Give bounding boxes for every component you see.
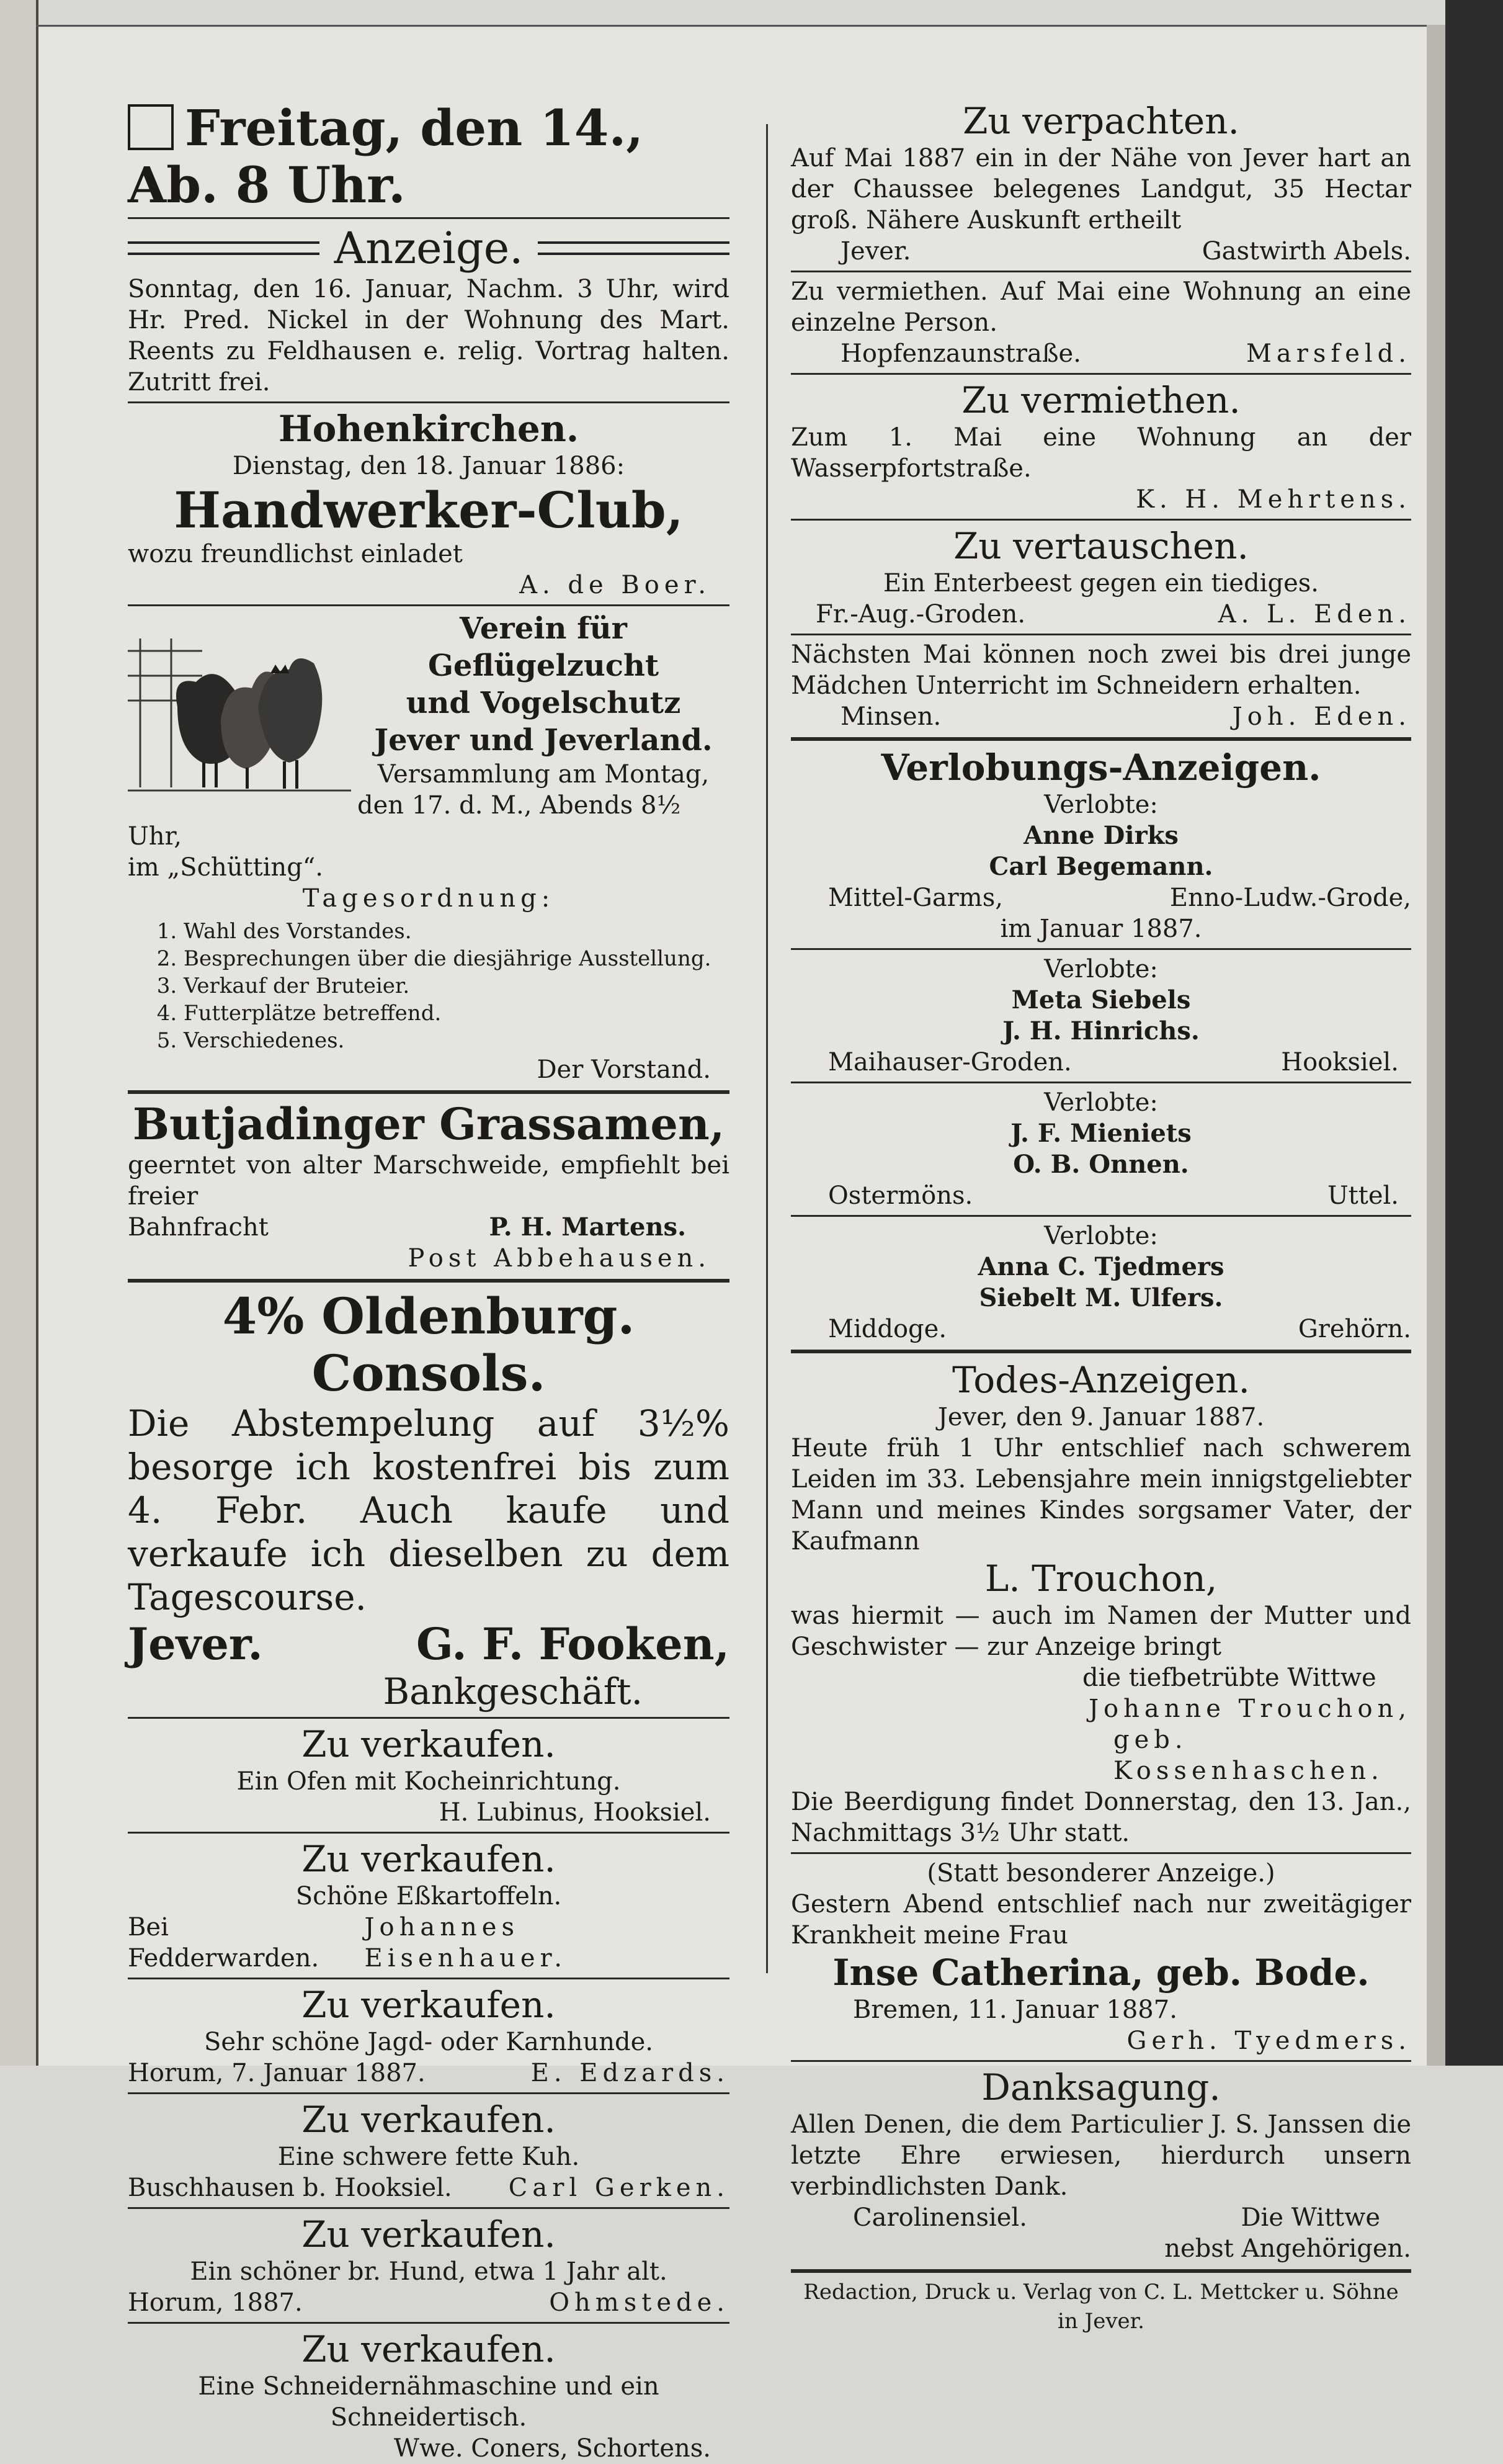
agenda-item: 5. Verschiedenes.	[184, 1027, 729, 1054]
sale-signer: Wwe. Coners, Schortens.	[393, 2434, 711, 2463]
sale-row	[128, 1912, 729, 1974]
grassamen-text-2: Bahnfracht	[128, 1213, 269, 1242]
verlobung-couple-3	[791, 1087, 1411, 1211]
verlobte-label: Verlobte:	[1044, 955, 1158, 983]
divider	[791, 271, 1411, 272]
dank-sig-1: Die Wittwe	[1241, 2203, 1380, 2232]
verlobte-name: Anna C. Tjedmers	[978, 1252, 1224, 1281]
consols-sign-row	[128, 1619, 729, 1670]
verlobte-place: Hooksiel.	[1281, 1048, 1399, 1077]
sale-text: Ein Ofen mit Kocheinrichtung.	[236, 1767, 621, 1796]
agenda-title: Tagesordnung:	[302, 884, 555, 913]
todes-2-name: Inse Catherina, geb. Bode.	[832, 1951, 1370, 1994]
grassamen-row	[128, 1212, 729, 1243]
verlobte-name: Meta Siebels	[1011, 985, 1191, 1015]
vermiethen-1-signer: Marsfeld.	[1246, 339, 1411, 368]
sale-ad-3	[128, 1983, 729, 2089]
dank-text: Allen Denen, die dem Particulier J. S. Janssen die letzte Ehre erwiesen, hierdurch unsern verbindlichsten Dank.	[791, 2110, 1411, 2201]
verlobte-place: Middoge.	[828, 1315, 947, 1343]
verlobte-places	[791, 1314, 1411, 1345]
verlobte-date: im Januar 1887.	[1000, 915, 1202, 943]
vertauschen-place: Fr.-Aug.-Groden.	[816, 600, 1026, 629]
vertauschen-row	[791, 599, 1411, 630]
sale-ad-5	[128, 2213, 729, 2318]
todes-sig-3: geb. Kossenhaschen.	[1113, 1726, 1384, 1785]
verlobte-name: J. H. Hinrichs.	[1002, 1016, 1200, 1046]
agenda-item: 4. Futterplätze betreffend.	[184, 1000, 729, 1027]
sale-text: Eine schwere fette Kuh.	[277, 2143, 580, 2171]
divider	[128, 2092, 729, 2094]
right-column	[791, 99, 1411, 2336]
left-column	[128, 99, 729, 2464]
sale-place: Buschhausen b. Hooksiel.	[128, 2174, 452, 2202]
todes-2-head: (Statt besonderer Anzeige.)	[927, 1859, 1275, 1888]
double-line	[538, 241, 729, 255]
divider	[128, 1832, 729, 1834]
verpachten-text: Auf Mai 1887 ein in der Nähe von Jever hart an der Chaussee belegenes Landgut, 35 Hectar groß. Nähere Auskunft ertheilt	[791, 144, 1411, 235]
verpachten-row	[791, 236, 1411, 267]
grassamen-post: Post Abbehausen.	[408, 1244, 711, 1273]
verlobte-name: Siebelt M. Ulfers.	[979, 1283, 1223, 1312]
sale-title: Zu verkaufen.	[301, 1723, 556, 1765]
anzeige-header	[128, 223, 729, 274]
grassamen-text: geerntet von alter Marschweide, empfiehlt bei freier	[128, 1151, 729, 1211]
vertauschen-title: Zu vertauschen.	[953, 525, 1249, 567]
todes-sig-1: die tiefbetrübte Wittwe	[1082, 1664, 1376, 1692]
verlobte-name: O. B. Onnen.	[1013, 1150, 1189, 1179]
vertauschen-text: Ein Enterbeest gegen ein tiediges.	[883, 569, 1319, 598]
verlobung-title: Verlobungs-Anzeigen.	[881, 746, 1321, 789]
verlobte-places	[791, 1180, 1411, 1211]
sale-row	[128, 2058, 729, 2089]
sale-text: Ein schöner br. Hund, etwa 1 Jahr alt.	[190, 2257, 667, 2286]
scan-background	[1445, 0, 1503, 2066]
vermiethen-1-text: Zu vermiethen. Auf Mai eine Wohnung an eine einzelne Person.	[791, 277, 1411, 337]
sale-row	[128, 2172, 729, 2203]
verein-line-3: im „Schütting“.	[128, 853, 323, 882]
verlobte-name: J. F. Mieniets	[1010, 1119, 1192, 1148]
agenda-item: 1. Wahl des Vorstandes.	[184, 918, 729, 945]
column-divider	[766, 124, 768, 1973]
divider	[128, 401, 729, 403]
verlobte-place: Uttel.	[1327, 1181, 1399, 1210]
verlobte-places	[791, 882, 1411, 913]
verlobte-label: Verlobte:	[1044, 791, 1158, 819]
sale-signer: Johannes Eisenhauer.	[364, 1913, 567, 1973]
vermiethen-1-row	[791, 338, 1411, 369]
checkbox-icon	[128, 104, 174, 150]
vermiethen-2-title: Zu vermiethen.	[961, 379, 1241, 421]
hohenkirchen-invite: wozu freundlichst einladet	[128, 540, 463, 568]
sale-place: Horum, 7. Januar 1887.	[128, 2059, 426, 2087]
divider	[791, 2269, 1411, 2273]
verlobte-place: Maihauser-Groden.	[828, 1048, 1072, 1077]
sale-signer: H. Lubinus, Hooksiel.	[439, 1798, 711, 1827]
sale-signer: E. Edzards.	[530, 2059, 729, 2087]
consols-text: Die Abstempelung auf 3½% besorge ich kostenfrei bis zum 4. Febr. Auch kaufe und verkaufe ich dieselben zu dem Tagescourse.	[128, 1402, 729, 1618]
sale-ad-6	[128, 2327, 729, 2464]
sale-title: Zu verkaufen.	[301, 2328, 556, 2370]
verein-signer: Der Vorstand.	[537, 1055, 711, 1084]
verlobung-couple-1	[791, 789, 1411, 944]
dank-place: Carolinensiel.	[853, 2203, 1027, 2232]
maedchen-signer: Joh. Eden.	[1232, 702, 1411, 731]
verpachten-signer: Gastwirth Abels.	[1202, 237, 1411, 266]
vermiethen-2-signer: K. H. Mehrtens.	[1136, 485, 1411, 514]
todes-date: Jever, den 9. Januar 1887.	[937, 1403, 1265, 1431]
todes-title: Todes-Anzeigen.	[952, 1359, 1250, 1401]
divider	[791, 1852, 1411, 1854]
divider	[128, 2322, 729, 2324]
page-top-frame	[36, 0, 1469, 27]
maedchen-row	[791, 701, 1411, 732]
verlobte-label: Verlobte:	[1044, 1222, 1158, 1250]
consols-firm: Bankgeschäft.	[383, 1670, 643, 1713]
divider	[791, 1215, 1411, 1217]
verlobung-couple-2	[791, 954, 1411, 1078]
sale-signer: Ohmstede.	[549, 2288, 729, 2317]
event-title: Freitag, den 14., Ab. 8 Uhr.	[128, 99, 644, 214]
sale-title: Zu verkaufen.	[301, 1838, 556, 1880]
divider	[791, 737, 1411, 741]
double-line	[128, 241, 319, 255]
verein-title-1: Verein für Geflügelzucht	[427, 611, 659, 683]
verlobte-label: Verlobte:	[1044, 1088, 1158, 1117]
divider	[128, 1717, 729, 1719]
anzeige-title: Anzeige.	[334, 223, 524, 274]
todes-2-place: Bremen, 11. Januar 1887.	[853, 1996, 1177, 2024]
divider	[791, 634, 1411, 635]
hohenkirchen-signer: A. de Boer.	[519, 571, 711, 599]
handwerker-club-title: Handwerker-Club,	[174, 481, 684, 539]
verpachten-title: Zu verpachten.	[963, 100, 1239, 142]
poultry-illustration	[128, 614, 351, 800]
consols-name: G. F. Fooken,	[416, 1618, 729, 1670]
sale-ad-1	[128, 1723, 729, 1828]
page-binding	[0, 0, 38, 2066]
divider	[128, 1090, 729, 1094]
agenda-item: 2. Besprechungen über die diesjährige Ausstellung.	[184, 945, 729, 972]
agenda-item: 3. Verkauf der Bruteier.	[184, 972, 729, 1000]
verein-ad	[128, 610, 729, 1085]
hohenkirchen-place: Hohenkirchen.	[278, 408, 579, 450]
todes-funeral: Die Beerdigung findet Donnerstag, den 13. Jan., Nachmittags 3½ Uhr statt.	[791, 1788, 1411, 1847]
divider	[791, 519, 1411, 521]
maedchen-text: Nächsten Mai können noch zwei bis drei junge Mädchen Unterricht im Schneidern erhalten.	[791, 640, 1411, 700]
divider	[791, 2060, 1411, 2062]
todes-sig-2: Johanne Trouchon,	[1089, 1695, 1412, 1723]
sale-signer: Carl Gerken.	[508, 2174, 729, 2202]
todes-2-text: Gestern Abend entschlief nach nur zweitägiger Krankheit meine Frau	[791, 1890, 1411, 1950]
vermiethen-1-place: Hopfenzaunstraße.	[841, 339, 1081, 368]
consols-place: Jever.	[128, 1618, 263, 1670]
verlobte-places	[791, 1047, 1411, 1078]
vertauschen-signer: A. L. Eden.	[1218, 600, 1411, 629]
verlobte-name: Anne Dirks	[1024, 821, 1179, 850]
divider	[791, 1082, 1411, 1083]
sale-title: Zu verkaufen.	[301, 1984, 556, 2026]
todes-text: Heute früh 1 Uhr entschlief nach schwerem Leiden im 33. Lebensjahre mein innigstgeliebter Mann und meines Kindes sorgsamer Vater, der Kaufmann	[791, 1434, 1411, 1556]
dank-sig-2: nebst Angehörigen.	[1164, 2234, 1411, 2263]
verlobte-place: Grehörn.	[1298, 1315, 1411, 1343]
verlobte-place: Mittel-Garms,	[828, 884, 1003, 912]
maedchen-place: Minsen.	[841, 702, 942, 731]
sale-title: Zu verkaufen.	[301, 2213, 556, 2256]
divider	[128, 217, 729, 219]
sale-ad-2	[128, 1837, 729, 1974]
sale-place: Horum, 1887.	[128, 2288, 303, 2317]
verein-line-1: Versammlung am Montag,	[377, 760, 710, 789]
verlobte-name: Carl Begemann.	[989, 852, 1213, 881]
todes-name: L. Trouchon,	[984, 1557, 1218, 1600]
verein-title-3: Jever und Jeverland.	[374, 723, 713, 758]
verein-title-2: und Vogelschutz	[406, 686, 681, 720]
sale-text: Schöne Eßkartoffeln.	[295, 1882, 562, 1911]
verlobung-couple-4	[791, 1221, 1411, 1345]
footer-imprint: Redaction, Druck u. Verlag von C. L. Mettcker u. Söhne in Jever.	[803, 2280, 1399, 2334]
dank-title: Danksagung.	[981, 2066, 1221, 2108]
verein-line-2: den 17. d. M., Abends 8½ Uhr,	[128, 791, 681, 851]
grassamen-seller: P. H. Martens.	[489, 1212, 686, 1242]
consols-title: 4% Oldenburg. Consols.	[222, 1287, 635, 1402]
grassamen-title: Butjadinger Grassamen,	[132, 1098, 725, 1150]
todes-2-signer: Gerh. Tyedmers.	[1126, 2027, 1411, 2055]
sale-ad-4	[128, 2098, 729, 2203]
event-notice	[128, 99, 729, 213]
divider	[791, 948, 1411, 950]
divider	[128, 1978, 729, 1979]
divider	[791, 373, 1411, 375]
sale-row	[128, 2287, 729, 2318]
hohenkirchen-date: Dienstag, den 18. Januar 1886:	[232, 452, 625, 480]
divider	[128, 1279, 729, 1283]
divider	[791, 1350, 1411, 1353]
anzeige-text: Sonntag, den 16. Januar, Nachm. 3 Uhr, wird Hr. Pred. Nickel in der Wohnung des Mart. Reents zu Feldhausen e. relig. Vortrag halten. Zutritt frei.	[128, 275, 729, 396]
todes-text-2: was hiermit — auch im Namen der Mutter und Geschwister — zur Anzeige bringt	[791, 1602, 1411, 1661]
sale-place: Bei Fedderwarden.	[128, 1913, 319, 1973]
divider	[128, 604, 729, 606]
agenda-list	[128, 918, 729, 1054]
sale-text: Eine Schneidernähmaschine und ein Schneidertisch.	[198, 2372, 659, 2432]
verpachten-place: Jever.	[841, 237, 911, 266]
divider	[128, 2207, 729, 2209]
verlobte-place: Enno-Ludw.-Grode,	[1169, 884, 1411, 912]
page-edge-shadow	[1427, 25, 1445, 2066]
vermiethen-2-text: Zum 1. Mai eine Wohnung an der Wasserpfortstraße.	[791, 423, 1411, 483]
sale-text: Sehr schöne Jagd- oder Karnhunde.	[203, 2028, 653, 2056]
dank-row	[791, 2202, 1411, 2233]
verlobte-place: Ostermöns.	[828, 1181, 973, 1210]
sale-title: Zu verkaufen.	[301, 2099, 556, 2141]
